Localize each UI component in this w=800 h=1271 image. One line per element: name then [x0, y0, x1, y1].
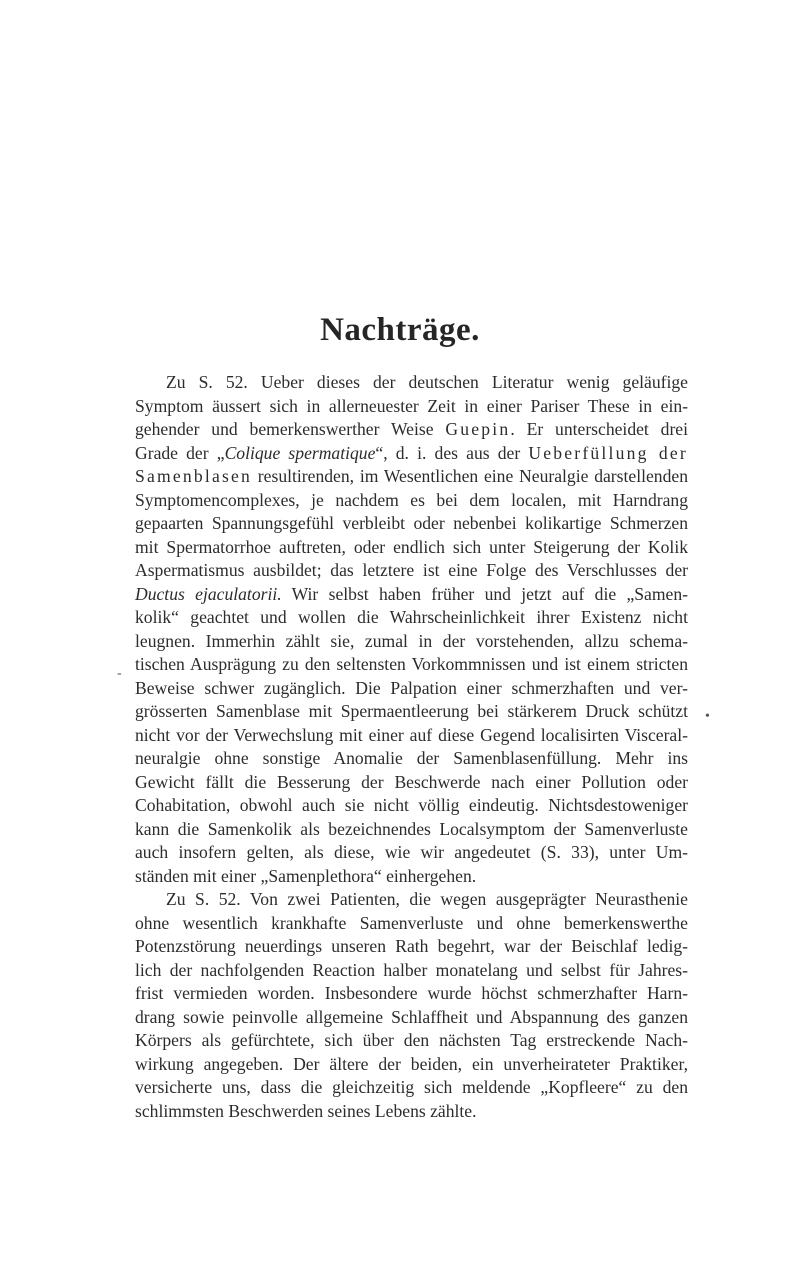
text-line: [135, 794, 688, 818]
text-segment: grösserten Samenblase mit Spermaentleerung bei stärkerem Druck schützt: [135, 701, 688, 721]
text-line: [135, 1053, 688, 1077]
text-segment: neuralgie ohne sonstige Anomalie der Samenblasenfüllung. Mehr ins: [135, 748, 688, 768]
text-line: [135, 1006, 688, 1030]
text-segment: Symptomencomplexes, je nachdem es bei dem localen, mit Harndrang: [135, 489, 688, 510]
text-segment: Grade der „: [135, 442, 225, 463]
text-line: [135, 1100, 688, 1124]
text-line: [135, 630, 688, 654]
text-segment: Ductus ejaculatorii.: [135, 583, 282, 604]
margin-mark-dot: •: [705, 709, 710, 724]
text-line: [135, 818, 688, 842]
text-segment: versicherte uns, dass die gleichzeitig sich meldende „Kopfleere“ zu den: [135, 1077, 688, 1097]
text-line: [135, 512, 688, 536]
text-line: [135, 442, 688, 466]
text-segment: leugnen. Immerhin zählt sie, zumal in der vorstehenden, allzu schema-: [135, 630, 688, 651]
text-segment: lich der nachfolgenden Reaction halber monatelang und selbst für Jahres-: [135, 959, 688, 980]
text-segment: Colique spermatique: [224, 442, 376, 463]
text-segment: frist vermieden worden. Insbesondere wurde höchst schmerzhafter Harn-: [135, 983, 688, 1003]
text-segment: ohne wesentlich krankhafte Samenverluste und ohne bemerkenswerthe: [135, 912, 688, 933]
text-segment: resultirenden, im Wesentlichen eine Neuralgie darstellenden: [252, 466, 688, 486]
text-line: [135, 700, 688, 724]
text-segment: Cohabitation, obwohl auch sie nicht völlig eindeutig. Nichtsdestoweniger: [135, 795, 688, 815]
text-line: [135, 935, 688, 959]
text-segment: drang sowie peinvolle allgemeine Schlaffheit und Abspannung des ganzen: [135, 1006, 688, 1027]
text-segment: mit Spermatorrhoe auftreten, oder endlich sich unter Steigerung der Kolik: [135, 536, 688, 557]
text-line: [135, 747, 688, 771]
text-segment: Samenblasen: [135, 466, 253, 486]
text-line: [135, 1076, 688, 1100]
text-segment: kann die Samenkolik als bezeichnendes Localsymptom der Samenverluste: [135, 818, 688, 839]
text-segment: Aspermatismus ausbildet; das letztere ist eine Folge des Verschlusses der: [135, 560, 688, 580]
text-line: [135, 418, 688, 442]
page-title: Nachträge.: [320, 312, 480, 348]
text-line: [135, 559, 688, 583]
text-line: [135, 1029, 688, 1053]
text-line: [135, 724, 688, 748]
text-segment: Ueberfüllung der: [528, 442, 688, 463]
text-line: [135, 982, 688, 1006]
body-text: [135, 371, 688, 1123]
text-line: [135, 959, 688, 983]
text-segment: “, d. i. des aus der: [375, 442, 529, 463]
text-segment: kolik“ geachtet und wollen die Wahrscheinlichkeit ihrer Existenz nicht: [135, 607, 688, 627]
text-segment: Guepin: [445, 419, 511, 439]
text-line: [135, 465, 688, 489]
text-segment: Potenzstörung neuerdings unseren Rath begehrt, war der Beischlaf ledig-: [135, 936, 688, 956]
text-line: [135, 606, 688, 630]
margin-mark-dash: -: [117, 666, 122, 681]
text-line: [135, 771, 688, 795]
text-segment: Symptom äussert sich in allerneuester Zeit in einer Pariser These in ein-: [135, 395, 688, 416]
text-segment: wirkung angegeben. Der ältere der beiden, ein unverheirateter Praktiker,: [135, 1053, 688, 1074]
text-segment: gehender und bemerkenswerther Weise: [135, 419, 446, 439]
text-segment: Zu S. 52. Ueber dieses der deutschen Literatur wenig geläufige: [166, 372, 688, 392]
text-segment: Beweise schwer zugänglich. Die Palpation einer schmerzhaften und ver-: [135, 677, 688, 698]
text-segment: gepaarten Spannungsgefühl verbleibt oder nebenbei kolikartige Schmerzen: [135, 513, 688, 533]
text-segment: ständen mit einer „Samenplethora“ einhergehen.: [135, 865, 477, 886]
text-line: [135, 489, 688, 513]
text-segment: . Er unterscheidet drei: [510, 419, 688, 439]
text-line: [135, 653, 688, 677]
text-line: [135, 865, 688, 889]
text-line: [135, 912, 688, 936]
text-segment: Wir selbst haben früher und jetzt auf die „Samen-: [281, 583, 689, 604]
text-line: [135, 536, 688, 560]
text-line: [135, 841, 688, 865]
text-segment: Gewicht fällt die Besserung der Beschwerde nach einer Pollution oder: [135, 771, 688, 792]
text-line: [135, 371, 688, 395]
text-segment: schlimmsten Beschwerden seines Lebens zählte.: [135, 1100, 477, 1121]
text-segment: Körpers als gefürchtete, sich über den nächsten Tag erstreckende Nach-: [135, 1030, 688, 1050]
text-line: [135, 583, 688, 607]
text-line: [135, 395, 688, 419]
text-line: [135, 677, 688, 701]
text-line: [135, 888, 688, 912]
text-segment: auch insofern gelten, als diese, wie wir angedeutet (S. 33), unter Um-: [135, 842, 688, 862]
text-segment: Zu S. 52. Von zwei Patienten, die wegen ausgeprägter Neurasthenie: [166, 889, 688, 909]
text-segment: nicht vor der Verwechslung mit einer auf diese Gegend localisirten Visceral-: [135, 724, 688, 745]
text-segment: tischen Ausprägung zu den seltensten Vorkommnissen und ist einem stricten: [135, 654, 688, 674]
